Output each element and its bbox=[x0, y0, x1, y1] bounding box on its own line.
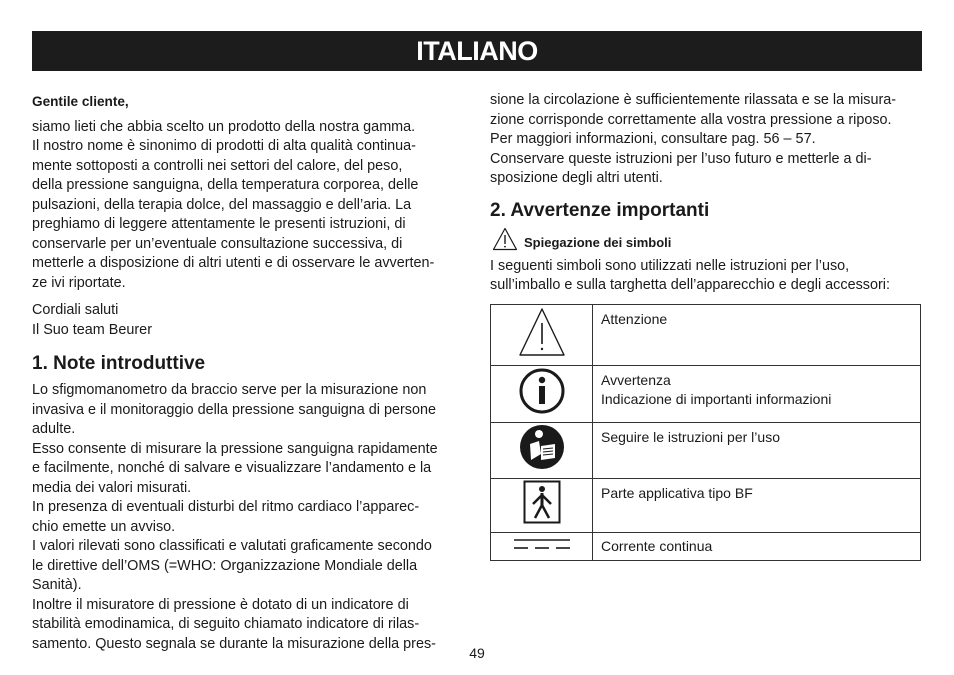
text-line: mente sottoposti a controlli nei settori del calore, del peso, bbox=[32, 157, 403, 174]
text-line: pulsazioni, della terapia dolce, del massaggio e dell’aria. La bbox=[32, 196, 412, 213]
text-line: Avvertenza bbox=[601, 371, 671, 388]
text-line: Il nostro nome è sinonimo di prodotti di alta qualità continua- bbox=[32, 138, 416, 154]
text-line: Inoltre il misuratore di pressione è dotato di un indicatore di bbox=[32, 596, 409, 613]
text-line: preghiamo di leggere attentamente le presenti istruzioni, di bbox=[32, 216, 406, 232]
right-column bbox=[490, 91, 922, 561]
info-icon bbox=[518, 367, 566, 415]
symbols-subheading bbox=[492, 227, 922, 251]
text-line: ze ivi riportate. bbox=[32, 274, 126, 291]
symbol-cell bbox=[491, 304, 593, 365]
table-row bbox=[491, 304, 921, 365]
closing bbox=[32, 301, 464, 340]
text-line: samento. Questo segnala se durante la misurazione della pres- bbox=[32, 635, 436, 652]
symbols-subheading-label: Spiegazione dei simboli bbox=[524, 234, 672, 250]
direct-current-icon bbox=[512, 537, 572, 551]
section-heading-intro: 1. Note introduttive bbox=[32, 353, 206, 374]
symbol-cell bbox=[491, 365, 593, 422]
symbol-description bbox=[593, 365, 921, 422]
table-row bbox=[491, 422, 921, 478]
text-line: adulte. bbox=[32, 421, 76, 437]
intro-paragraph bbox=[32, 118, 464, 294]
text-line: metterle a disposizione di altri utenti e di osservare le avverten- bbox=[32, 255, 435, 271]
greeting: Gentile cliente, bbox=[32, 94, 129, 109]
symbol-description bbox=[593, 304, 921, 365]
section-intro-body bbox=[32, 381, 464, 654]
text-line: Esso consente di misurare la pressione sanguigna rapidamente bbox=[32, 440, 438, 457]
text-line: siamo lieti che abbia scelto un prodotto della nostra gamma. bbox=[32, 118, 416, 135]
symbols-table bbox=[490, 304, 921, 562]
section-heading-warnings: 2. Avvertenze importanti bbox=[490, 199, 710, 221]
text-line: I valori rilevati sono classificati e valutati graficamente secondo bbox=[32, 538, 432, 554]
text-line: della pressione sanguigna, della temperatura corporea, delle bbox=[32, 177, 419, 193]
text-line: sposizione degli altri utenti. bbox=[490, 170, 663, 186]
banner-title: ITALIANO bbox=[416, 35, 538, 66]
text-line: Corrente continua bbox=[601, 537, 713, 554]
text-line: Per maggiori informazioni, consultare pag. 56 – 57. bbox=[490, 131, 816, 147]
text-line: Seguire le istruzioni per l’uso bbox=[601, 428, 780, 445]
symbol-cell bbox=[491, 532, 593, 561]
language-banner bbox=[32, 31, 922, 71]
text-line: media dei valori misurati. bbox=[32, 479, 192, 496]
text-line: stabilità emodinamica, di seguito chiamato indicatore di rilas- bbox=[32, 616, 420, 632]
symbol-description bbox=[593, 532, 921, 561]
text-line: Sanità). bbox=[32, 577, 82, 593]
text-line: Il Suo team Beurer bbox=[32, 321, 152, 338]
text-line: Attenzione bbox=[601, 310, 668, 327]
text-line: invasiva e il monitoraggio della pressione sanguigna di persone bbox=[32, 401, 436, 418]
symbol-description bbox=[593, 422, 921, 478]
symbol-cell bbox=[491, 478, 593, 532]
table-row bbox=[491, 532, 921, 561]
text-line: le direttive dell’OMS (=WHO: Organizzazione Mondiale della bbox=[32, 557, 418, 574]
text-line: chio emette un avviso. bbox=[32, 518, 176, 535]
warning-triangle-icon bbox=[492, 227, 518, 251]
read-manual-icon bbox=[519, 424, 565, 470]
text-line: e facilmente, nonché di salvare e visualizzare l’andamento e la bbox=[32, 460, 432, 476]
text-line: I seguenti simboli sono utilizzati nelle istruzioni per l’uso, bbox=[490, 257, 850, 274]
text-line: Lo sfigmomanometro da braccio serve per la misurazione non bbox=[32, 382, 427, 398]
text-line: Cordiali saluti bbox=[32, 302, 119, 318]
left-column bbox=[32, 92, 464, 654]
symbols-intro bbox=[490, 257, 922, 296]
text-line: sione la circolazione è sufficientemente rilassata e se la misura- bbox=[490, 92, 897, 108]
text-line: zione corrisponde correttamente alla vostra pressione a riposo. bbox=[490, 111, 892, 128]
symbol-description bbox=[593, 478, 921, 532]
warning-triangle-icon bbox=[517, 306, 567, 358]
bf-applied-part-icon bbox=[523, 480, 561, 524]
text-line: conservarle per un’eventuale consultazione successiva, di bbox=[32, 235, 403, 252]
text-line: sull’imballo e sulla targhetta dell’apparecchio e degli accessori: bbox=[490, 277, 890, 293]
text-line: Conservare queste istruzioni per l’uso futuro e metterle a di- bbox=[490, 150, 872, 167]
table-row bbox=[491, 365, 921, 422]
table-row bbox=[491, 478, 921, 532]
text-line: In presenza di eventuali disturbi del ritmo cardiaco l’apparec- bbox=[32, 499, 420, 515]
text-line: Parte applicativa tipo BF bbox=[601, 484, 753, 501]
symbol-cell bbox=[491, 422, 593, 478]
continued-paragraph bbox=[490, 91, 922, 189]
page-number: 49 bbox=[469, 645, 485, 661]
text-line: Indicazione di importanti informazioni bbox=[601, 391, 832, 407]
